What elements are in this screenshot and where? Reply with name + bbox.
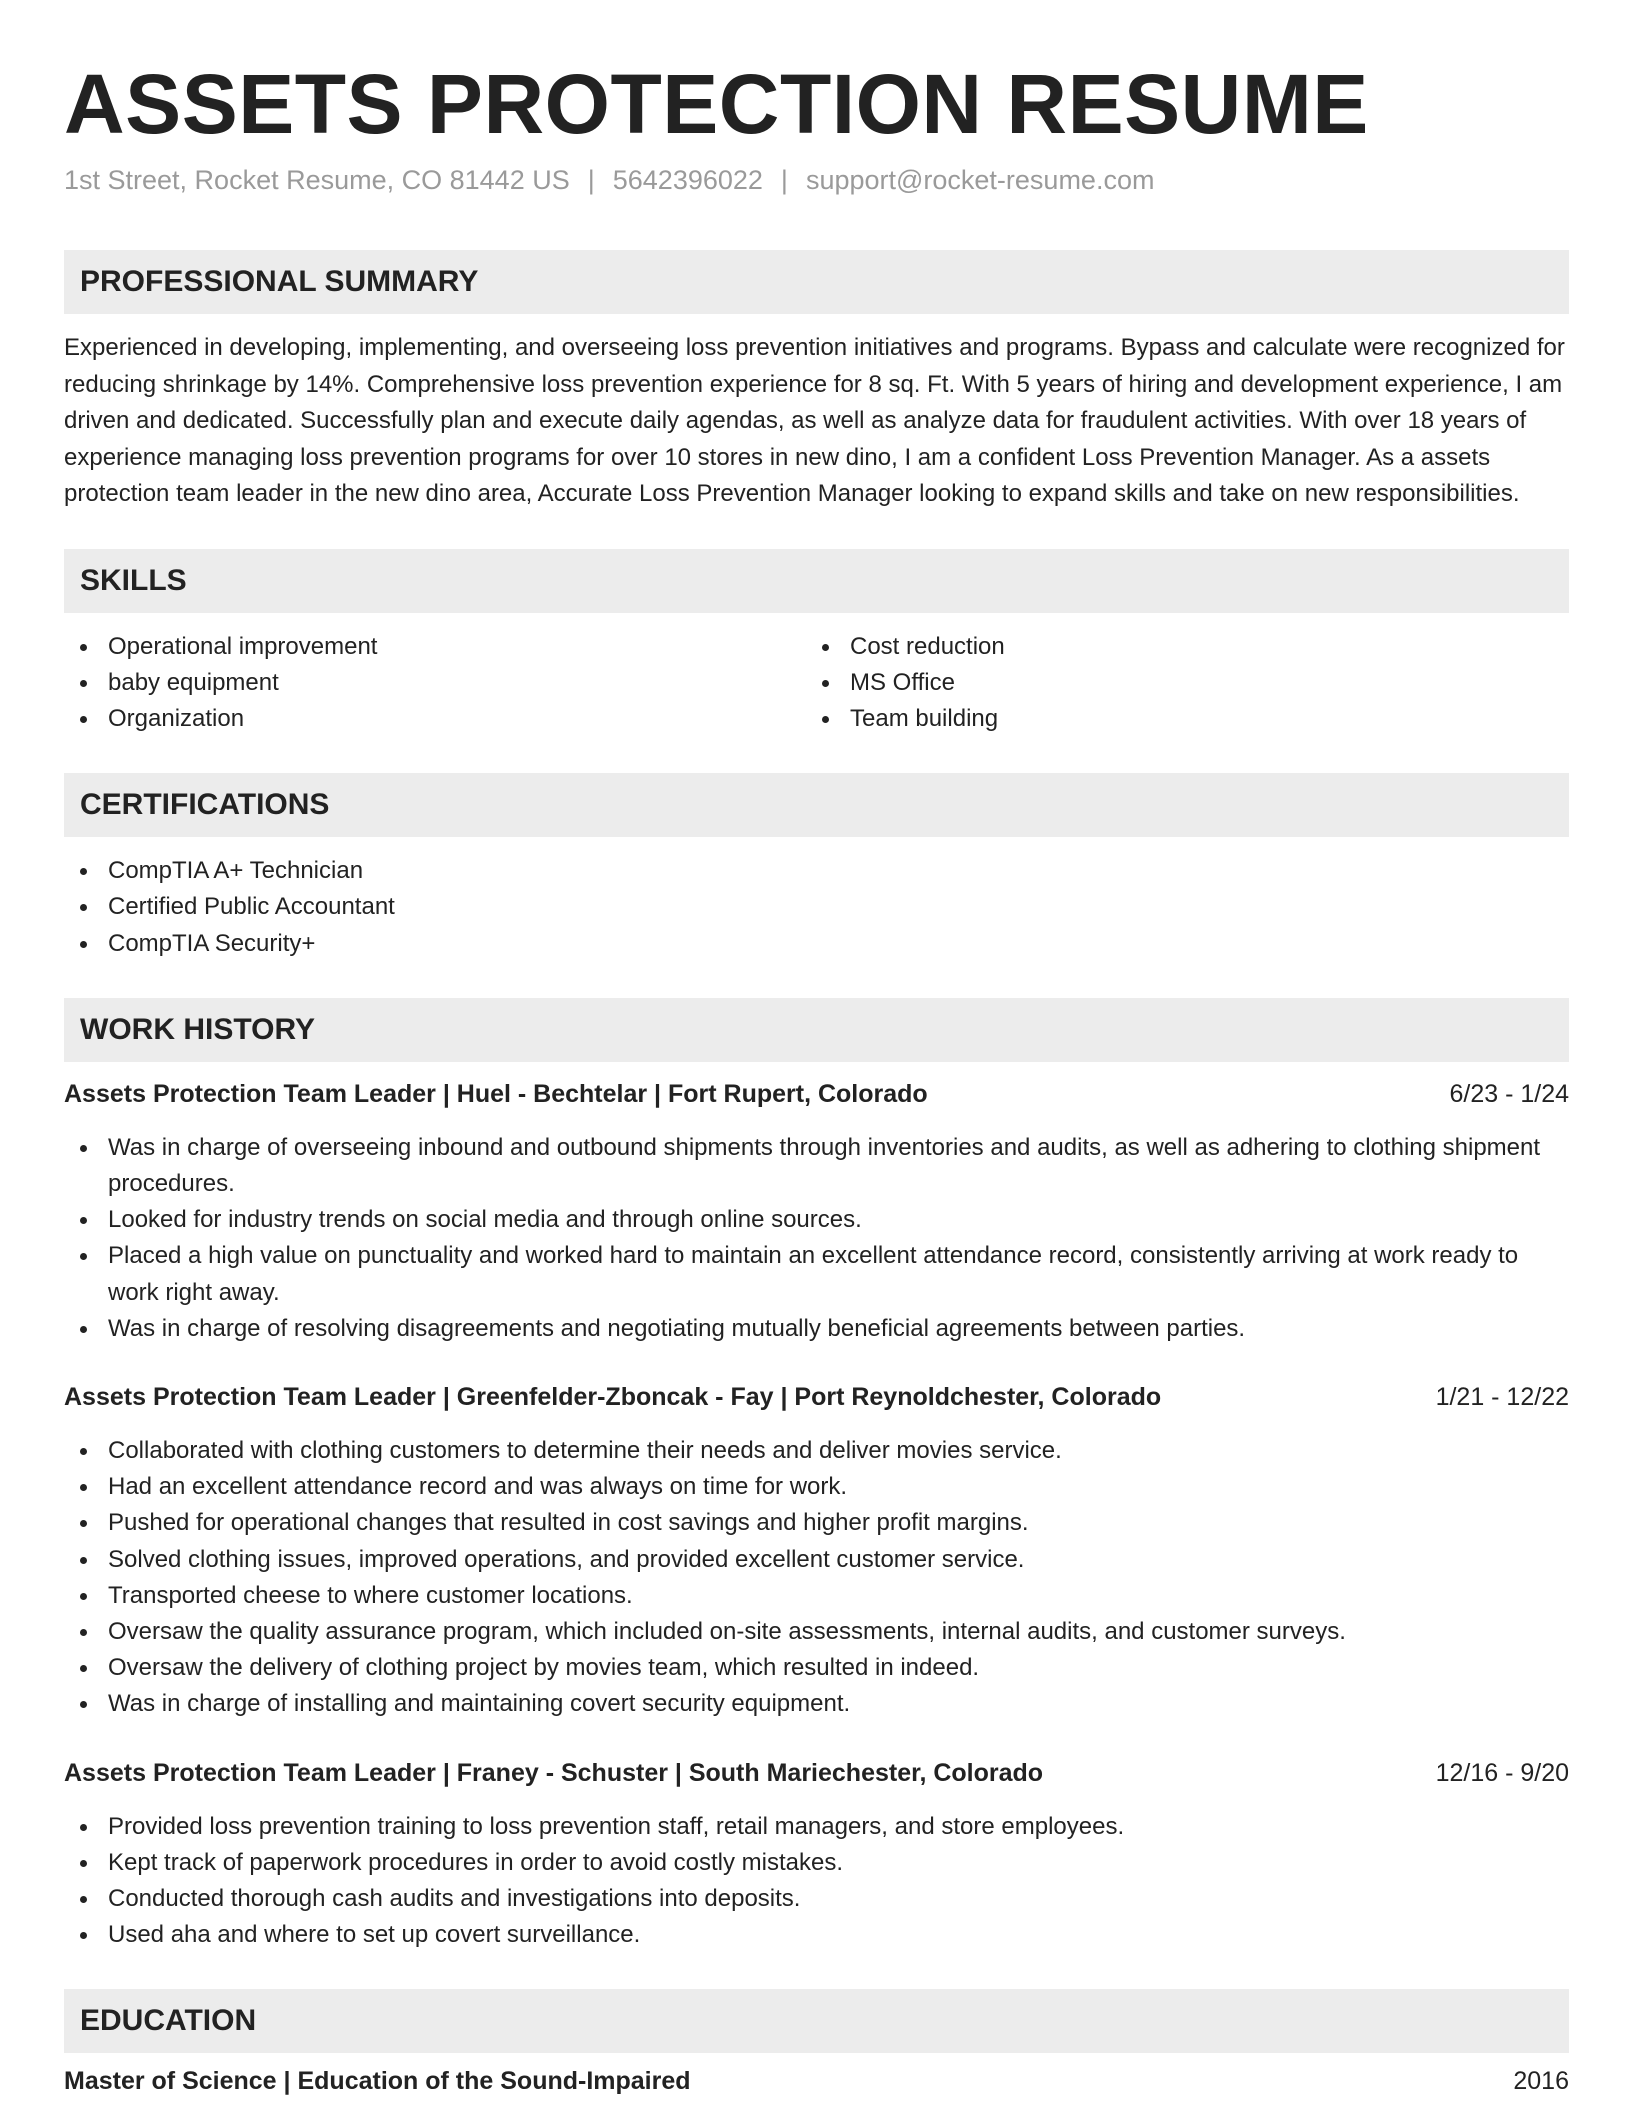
skill-item: Team building	[806, 701, 1548, 737]
skill-item: Operational improvement	[64, 629, 806, 665]
job-bullet: Was in charge of overseeing inbound and outbound shipments through inventories and audits, as well as adhering to clothing shipment procedures.	[64, 1130, 1569, 1202]
job-bullet: Had an excellent attendance record and was always on time for work.	[64, 1469, 1569, 1505]
job-header	[64, 1076, 1569, 1112]
contact-line	[64, 162, 1569, 198]
job-title: Assets Protection Team Leader | Greenfelder-Zboncak - Fay | Port Reynoldchester, Colorado	[64, 1382, 1162, 1411]
summary-text: Experienced in developing, implementing, and overseeing loss prevention initiatives and programs. Bypass and calculate were recognized for reducing shrinkage by 14%. Comprehensive loss prevention experience for 8 sq. Ft. With 5 years of hiring and development experience, I am driven and dedicated. Successfully plan and execute daily agendas, as well as analyze data for fraudulent activities. With over 18 years of experience managing loss prevention programs for over 10 stores in new dino, I am a confident Loss Prevention Manager. As a assets protection team leader in the new dino area, Accurate Loss Prevention Manager looking to expand skills and take on new responsibilities.	[64, 334, 1565, 507]
contact-separator: |	[780, 165, 788, 195]
contact-phone: 5642396022	[612, 165, 763, 195]
education-degree: Master of Science | Education of the Sound-Impaired	[64, 2067, 691, 2096]
job-bullet: Pushed for operational changes that resulted in cost savings and higher profit margins.	[64, 1505, 1569, 1541]
certification-item: CompTIA A+ Technician	[64, 853, 1569, 889]
job-bullet: Oversaw the quality assurance program, which included on-site assessments, internal audits, and customer surveys.	[64, 1614, 1569, 1650]
job-entry	[64, 1755, 1569, 1954]
job-bullet: Looked for industry trends on social media and through online sources.	[64, 1202, 1569, 1238]
job-dates: 6/23 - 1/24	[1449, 1079, 1569, 1108]
job-bullet: Transported cheese to where customer locations.	[64, 1578, 1569, 1614]
skill-item: Organization	[64, 701, 806, 737]
education-entry	[64, 2063, 1569, 2099]
skill-item: baby equipment	[64, 665, 806, 701]
summary-heading: PROFESSIONAL SUMMARY	[64, 250, 1569, 314]
job-header	[64, 1755, 1569, 1791]
skill-item: Cost reduction	[806, 629, 1548, 665]
skills-column-left	[64, 629, 806, 738]
job-bullet: Collaborated with clothing customers to determine their needs and deliver movies service.	[64, 1433, 1569, 1469]
skill-item: MS Office	[806, 665, 1548, 701]
skills-heading: SKILLS	[64, 549, 1569, 613]
certifications-heading: CERTIFICATIONS	[64, 773, 1569, 837]
contact-separator: |	[587, 165, 595, 195]
job-bullets	[64, 1809, 1569, 1954]
job-bullet: Used aha and where to set up covert surveillance.	[64, 1917, 1569, 1953]
job-bullet: Provided loss prevention training to loss prevention staff, retail managers, and store employees.	[64, 1809, 1569, 1845]
resume-content	[64, 56, 1569, 2099]
job-title: Assets Protection Team Leader | Franey - Schuster | South Mariechester, Colorado	[64, 1758, 1044, 1787]
job-bullet: Was in charge of installing and maintaining covert security equipment.	[64, 1686, 1569, 1722]
job-bullet: Was in charge of resolving disagreements and negotiating mutually beneficial agreements between parties.	[64, 1311, 1569, 1347]
contact-address: 1st Street, Rocket Resume, CO 81442 US	[64, 165, 570, 195]
job-bullet: Kept track of paperwork procedures in order to avoid costly mistakes.	[64, 1845, 1569, 1881]
job-bullet: Placed a high value on punctuality and worked hard to maintain an excellent attendance record, consistently arriving at work ready to work right away.	[64, 1238, 1569, 1310]
education-year: 2016	[1513, 2067, 1569, 2096]
job-bullet: Oversaw the delivery of clothing project by movies team, which resulted in indeed.	[64, 1650, 1569, 1686]
job-bullets	[64, 1433, 1569, 1723]
skills-list	[64, 629, 1569, 738]
certification-item: CompTIA Security+	[64, 926, 1569, 962]
work-history-heading: WORK HISTORY	[64, 998, 1569, 1062]
job-entry	[64, 1379, 1569, 1723]
job-header	[64, 1379, 1569, 1415]
job-bullet: Conducted thorough cash audits and investigations into deposits.	[64, 1881, 1569, 1917]
certification-item: Certified Public Accountant	[64, 889, 1569, 925]
job-bullet: Solved clothing issues, improved operations, and provided excellent customer service.	[64, 1542, 1569, 1578]
education-heading: EDUCATION	[64, 1989, 1569, 2053]
job-entry	[64, 1076, 1569, 1347]
job-title: Assets Protection Team Leader | Huel - Bechtelar | Fort Rupert, Colorado	[64, 1079, 928, 1108]
resume-title: ASSETS PROTECTION RESUME	[64, 57, 1369, 151]
job-dates: 1/21 - 12/22	[1435, 1382, 1569, 1411]
job-dates: 12/16 - 9/20	[1435, 1758, 1569, 1787]
skills-column-right	[806, 629, 1548, 738]
contact-email[interactable]: support@rocket-resume.com	[805, 165, 1155, 195]
job-bullets	[64, 1130, 1569, 1347]
certifications-list	[64, 853, 1569, 962]
